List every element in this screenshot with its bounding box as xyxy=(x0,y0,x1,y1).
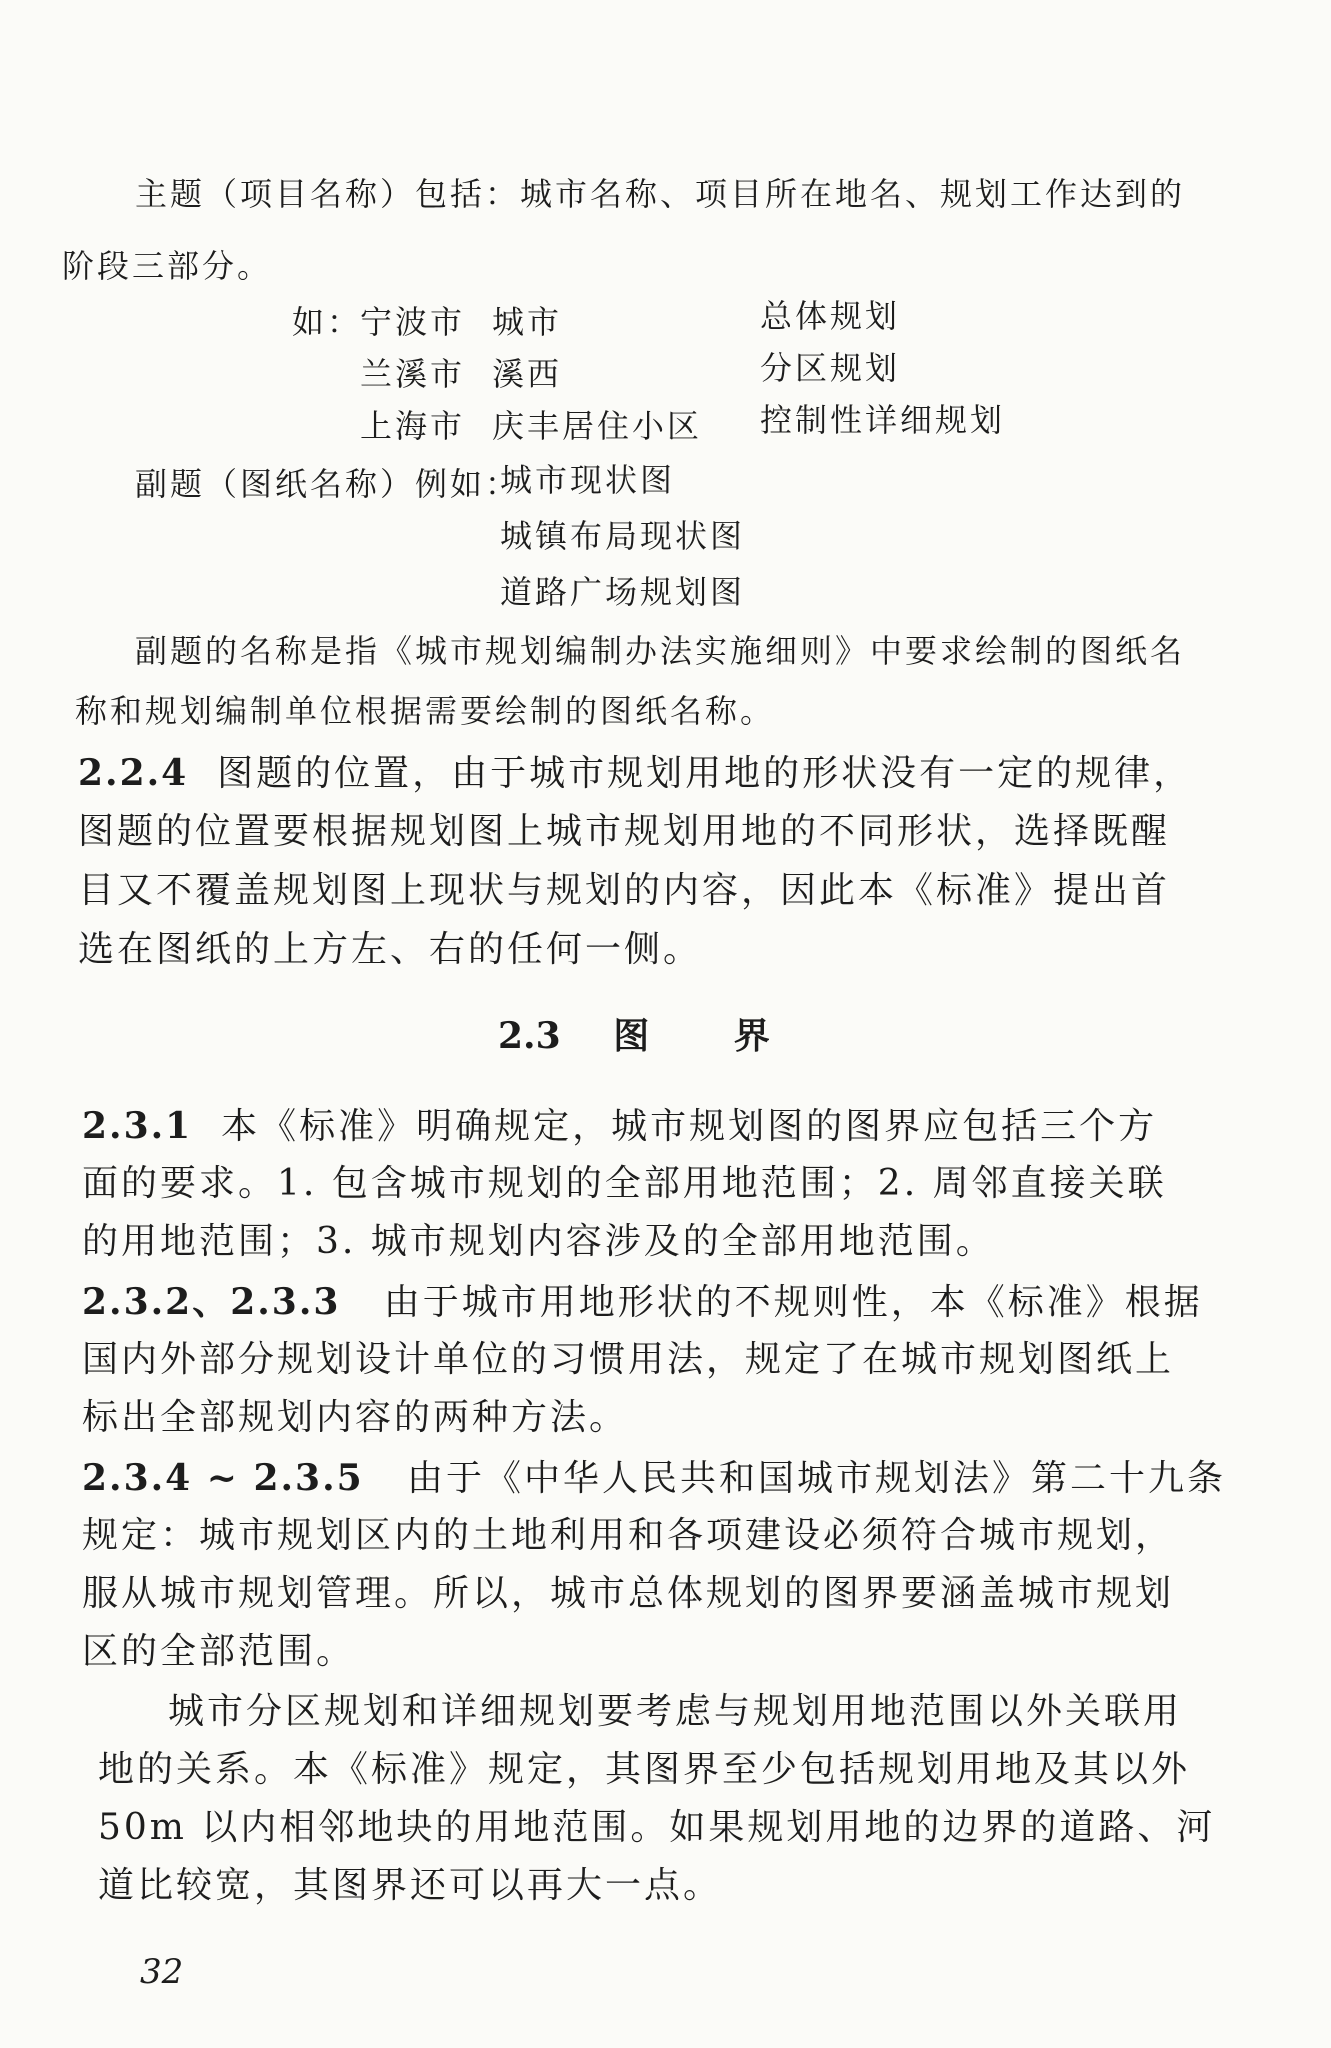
p3-line3: 50m 以内相邻地块的用地范围。如果规划用地的边界的道路、河 xyxy=(98,1807,1216,1848)
clause-text: 本《标准》明确规定，城市规划图的图界应包括三个方 xyxy=(221,1106,1158,1147)
example-area-3: 庆丰居住小区 xyxy=(492,407,703,445)
examples-intro: 如： xyxy=(292,303,363,341)
subtitle-item-1: 城市现状图 xyxy=(500,461,676,499)
section-title-char-2: 界 xyxy=(733,1015,770,1057)
p3-line4: 道比较宽，其图界还可以再大一点。 xyxy=(98,1865,723,1906)
clause-2-2-4-line2: 图题的位置要根据规划图上城市规划用地的不同形状，选择既醒 xyxy=(78,811,1171,852)
example-area-2: 溪西 xyxy=(492,355,563,393)
clause-2-2-4-line3: 目又不覆盖规划图上现状与规划的内容，因此本《标准》提出首 xyxy=(78,870,1171,911)
clause-2-3-2-line3: 标出全部规划内容的两种方法。 xyxy=(82,1397,629,1438)
section-number: 2.3 xyxy=(498,1015,561,1057)
clause-2-3-4-line3: 服从城市规划管理。所以，城市总体规划的图界要涵盖城市规划 xyxy=(82,1573,1175,1614)
clause-2-3-4-line2: 规定：城市规划区内的土地利用和各项建设必须符合城市规划， xyxy=(82,1515,1175,1556)
clause-2-3-4 xyxy=(82,1457,1227,1499)
p3-line1: 城市分区规划和详细规划要考虑与规划用地范围以外关联用 xyxy=(168,1691,1183,1732)
clause-text: 由于《中华人民共和国城市规划法》第二十九条 xyxy=(407,1458,1227,1499)
clause-2-3-4-line4: 区的全部范围。 xyxy=(82,1631,356,1672)
subtitle-item-2: 城镇布局现状图 xyxy=(500,517,746,555)
clause-number: 2.2.4 xyxy=(78,752,189,794)
p1-line2: 阶段三部分。 xyxy=(62,247,273,285)
example-type-1: 总体规划 xyxy=(760,297,901,335)
clause-2-3-2 xyxy=(82,1281,1203,1323)
example-area-1: 城市 xyxy=(492,303,563,341)
clause-2-3-1-line3: 的用地范围；3. 城市规划内容涉及的全部用地范围。 xyxy=(82,1221,995,1262)
example-type-2: 分区规划 xyxy=(760,349,901,387)
example-city-1: 宁波市 xyxy=(360,303,466,341)
example-type-3: 控制性详细规划 xyxy=(760,401,1006,439)
clause-text: 图题的位置，由于城市规划用地的形状没有一定的规律， xyxy=(217,753,1193,794)
clause-2-3-2-line2: 国内外部分规划设计单位的习惯用法，规定了在城市规划图纸上 xyxy=(82,1339,1175,1380)
clause-2-2-4 xyxy=(78,752,1193,794)
example-city-2: 兰溪市 xyxy=(360,355,466,393)
clause-2-3-1-line2: 面的要求。1. 包含城市规划的全部用地范围；2. 周邻直接关联 xyxy=(82,1163,1167,1204)
clause-number: 2.3.1 xyxy=(82,1105,193,1147)
p2-line2: 称和规划编制单位根据需要绘制的图纸名称。 xyxy=(75,692,776,730)
clause-number: 2.3.2、2.3.3 xyxy=(82,1281,341,1323)
clause-text: 由于城市用地形状的不规则性，本《标准》根据 xyxy=(383,1282,1203,1323)
p1-line1: 主题（项目名称）包括：城市名称、项目所在地名、规划工作达到的 xyxy=(135,175,1186,213)
p2-line1: 副题的名称是指《城市规划编制办法实施细则》中要求绘制的图纸名 xyxy=(135,632,1186,670)
p3-line2: 地的关系。本《标准》规定，其图界至少包括规划用地及其以外 xyxy=(98,1749,1191,1790)
clause-2-2-4-line4: 选在图纸的上方左、右的任何一侧。 xyxy=(78,929,703,970)
example-city-3: 上海市 xyxy=(360,407,466,445)
clause-number: 2.3.4 ~ 2.3.5 xyxy=(82,1457,364,1499)
section-heading xyxy=(498,1015,770,1057)
page-number: 32 xyxy=(140,1952,184,1992)
clause-2-3-1 xyxy=(82,1105,1158,1147)
subtitle-item-3: 道路广场规划图 xyxy=(500,573,746,611)
section-title-char-1: 图 xyxy=(613,1015,650,1057)
subtitle-intro: 副题（图纸名称）例如： xyxy=(135,465,521,503)
